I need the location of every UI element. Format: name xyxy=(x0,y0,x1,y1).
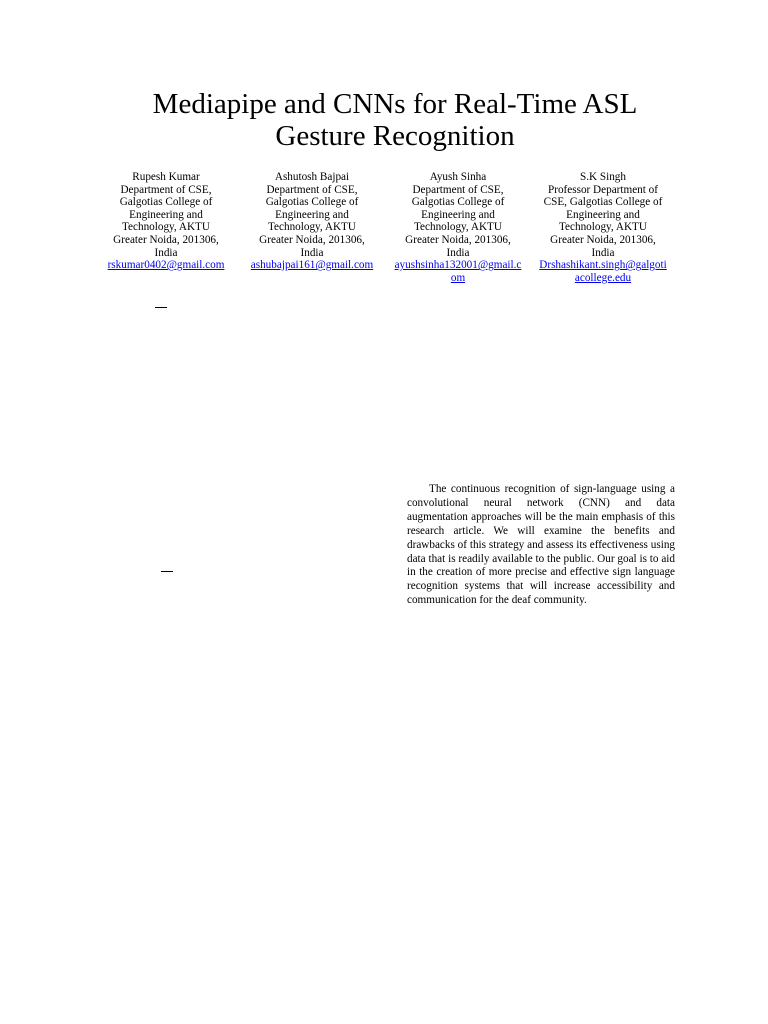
author-affiliation-line: India xyxy=(300,246,324,259)
author-email-link[interactable]: rskumar0402@gmail.com xyxy=(107,259,225,272)
author-block-1 xyxy=(101,171,231,272)
title-line-2: Gesture Recognition xyxy=(275,120,515,152)
abstract-paragraph: The continuous recognition of sign-language using a convolutional neural network (CNN) and data augmentation approaches will be the main emphasis of this research article. We will examine the benefits and drawbacks of this strategy and assess its effectiveness using data that is readily available to the public. Our goal is to aid in the creation of more precise and effective sign language recognition systems that will increase accessibility and communication for the deaf community. xyxy=(407,483,675,607)
author-affiliation-line: Greater Noida, 201306, xyxy=(550,233,656,246)
author-affiliation-line: Engineering and xyxy=(275,208,349,221)
author-affiliation-line: Professor Department of xyxy=(548,183,658,196)
author-affiliation-line: Department of CSE, xyxy=(412,183,504,196)
author-affiliation-line: Greater Noida, 201306, xyxy=(113,233,219,246)
author-affiliation-line: Technology, AKTU xyxy=(414,221,502,234)
author-name: S.K Singh xyxy=(579,171,626,183)
author-affiliation-line: Technology, AKTU xyxy=(559,221,647,234)
author-email-link[interactable]: ayushsinha132001@gmail.com xyxy=(394,259,522,284)
author-block-4 xyxy=(538,171,668,284)
author-affiliation-line: Department of CSE, xyxy=(120,183,212,196)
author-affiliation-line: Engineering and xyxy=(566,208,640,221)
author-affiliation-line: Engineering and xyxy=(129,208,203,221)
author-name: Rupesh Kumar xyxy=(132,171,200,183)
author-affiliation-line: Technology, AKTU xyxy=(122,221,210,234)
author-name: Ayush Sinha xyxy=(429,171,487,183)
author-affiliation-line: Galgotias College of xyxy=(411,196,505,209)
section-dash-mark xyxy=(155,307,167,308)
author-affiliation-line: Galgotias College of xyxy=(265,196,359,209)
author-affiliation-line: India xyxy=(446,246,470,259)
paper-title xyxy=(100,88,690,152)
author-email-link[interactable]: Drshashikant.singh@galgotiacollege.edu xyxy=(539,259,667,284)
author-affiliation-line: Greater Noida, 201306, xyxy=(405,233,511,246)
author-affiliation-line: Department of CSE, xyxy=(266,183,358,196)
section-dash-mark xyxy=(161,571,173,572)
author-block-2 xyxy=(247,171,377,272)
author-affiliation-line: India xyxy=(154,246,178,259)
title-line-1: Mediapipe and CNNs for Real-Time ASL xyxy=(152,88,638,120)
author-email-link[interactable]: ashubajpai161@gmail.com xyxy=(250,259,374,272)
author-affiliation-line: CSE, Galgotias College of xyxy=(543,196,663,209)
author-block-3 xyxy=(393,171,523,284)
author-affiliation-line: Greater Noida, 201306, xyxy=(259,233,365,246)
author-affiliation-line: India xyxy=(591,246,615,259)
author-affiliation-line: Technology, AKTU xyxy=(268,221,356,234)
author-affiliation-line: Galgotias College of xyxy=(119,196,213,209)
author-name: Ashutosh Bajpai xyxy=(274,171,350,183)
author-affiliation-line: Engineering and xyxy=(421,208,495,221)
